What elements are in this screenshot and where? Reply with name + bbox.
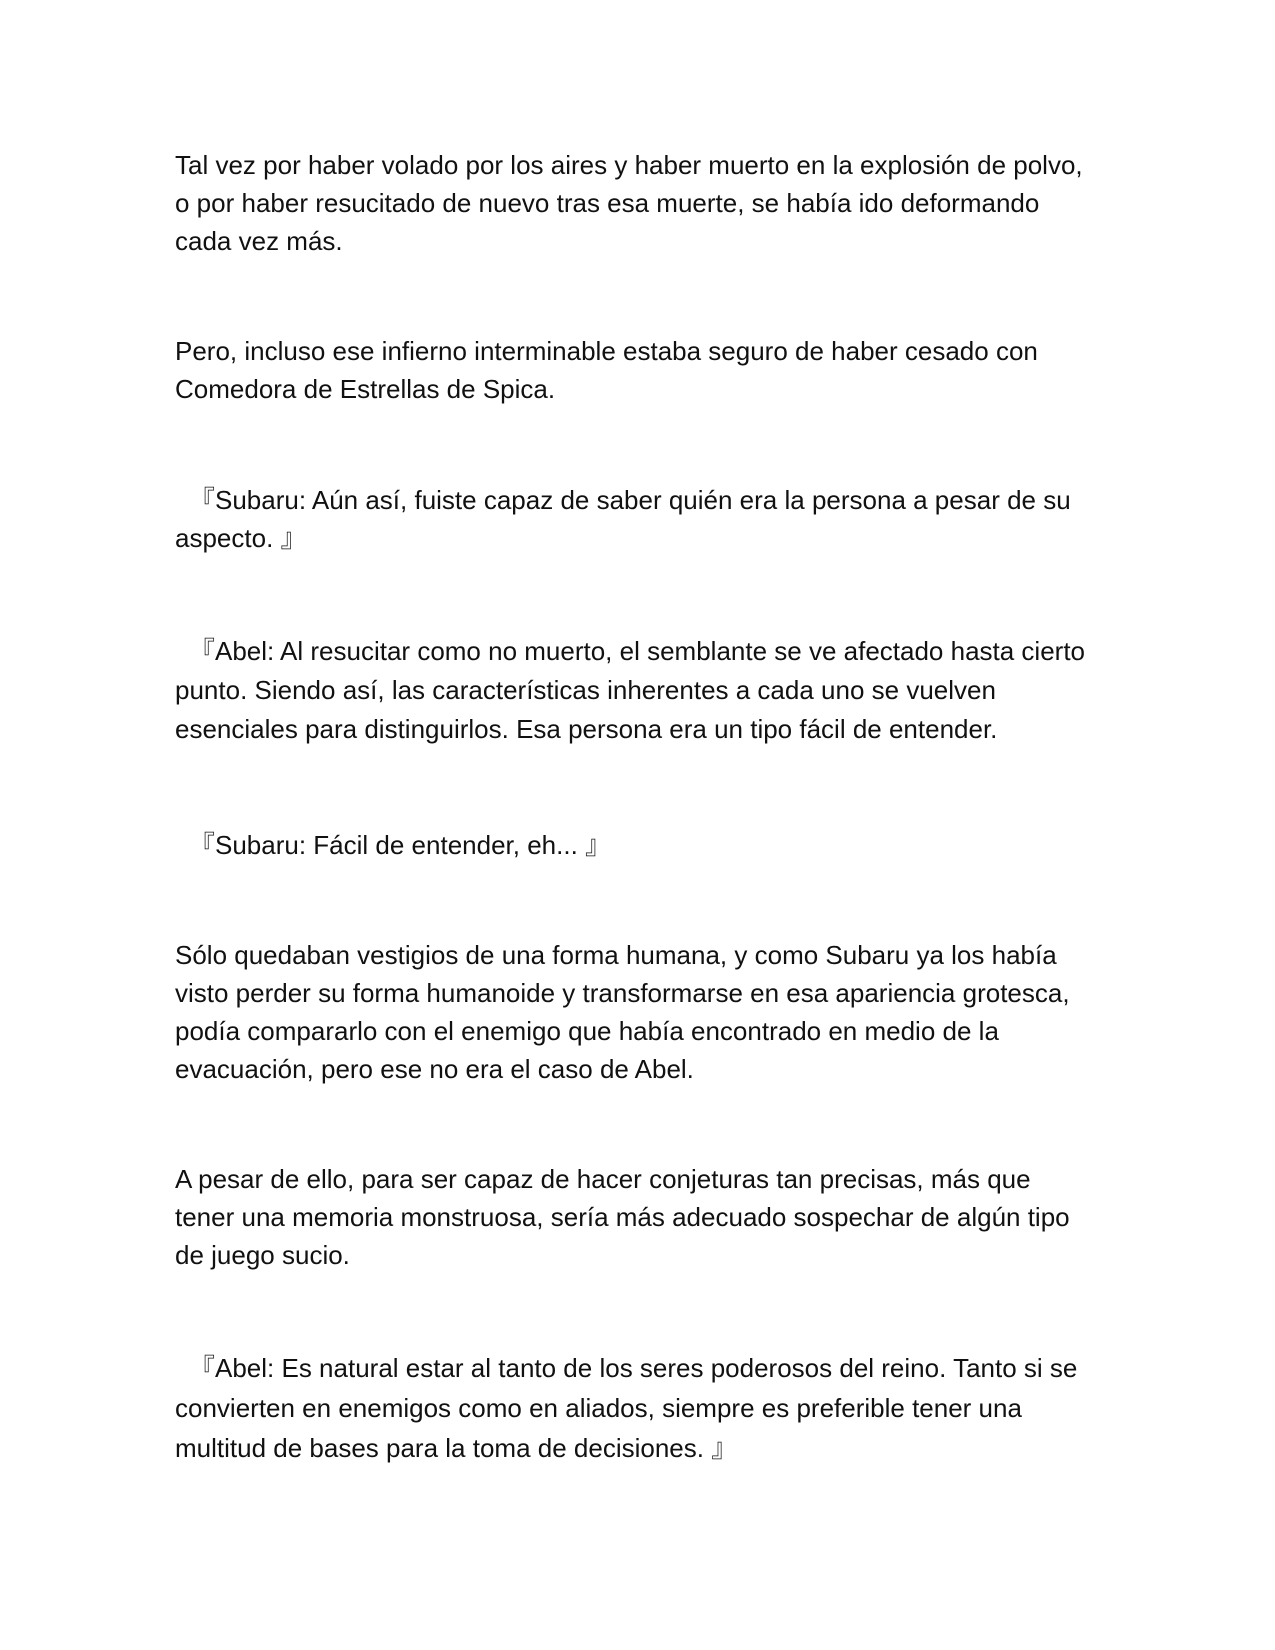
paragraph-narration-3: Sólo quedaban vestigios de una forma humana, y como Subaru ya los había visto perder su forma humanoide y transformarse en esa apariencia grotesca, podía compararlo con el enemigo que había encontrado en medio de la evacuación, pero ese no era el caso de Abel.	[175, 940, 1070, 1084]
paragraph-dialogue-subaru-1: 『Subaru: Aún así, fuiste capaz de saber quién era la persona a pesar de su aspecto. 』	[175, 485, 1071, 553]
paragraph-narration-1: Tal vez por haber volado por los aires y haber muerto en la explosión de polvo, o por haber resucitado de nuevo tras esa muerte, se había ido deformando cada vez más.	[175, 150, 1083, 256]
paragraph-dialogue-abel-1: 『Abel: Al resucitar como no muerto, el semblante se ve afectado hasta cierto punto. Siendo así, las características inherentes a cada uno se vuelven esenciales para distinguirlos. Esa persona era un tipo fácil de entender.	[175, 636, 1086, 744]
paragraph-narration-2: Pero, incluso ese infierno interminable estaba seguro de haber cesado con Comedora de Estrellas de Spica.	[175, 336, 1038, 404]
paragraph-dialogue-subaru-2: 『Subaru: Fácil de entender, eh... 』	[189, 830, 612, 860]
paragraph-dialogue-abel-2: 『Abel: Es natural estar al tanto de los seres poderosos del reino. Tanto si se convierten en enemigos como en aliados, siempre es preferible tener una multitud de bases para la toma de decisiones. 』	[175, 1353, 1078, 1463]
paragraph-narration-4: A pesar de ello, para ser capaz de hacer conjeturas tan precisas, más que tener una memoria monstruosa, sería más adecuado sospechar de algún tipo de juego sucio.	[175, 1164, 1070, 1270]
